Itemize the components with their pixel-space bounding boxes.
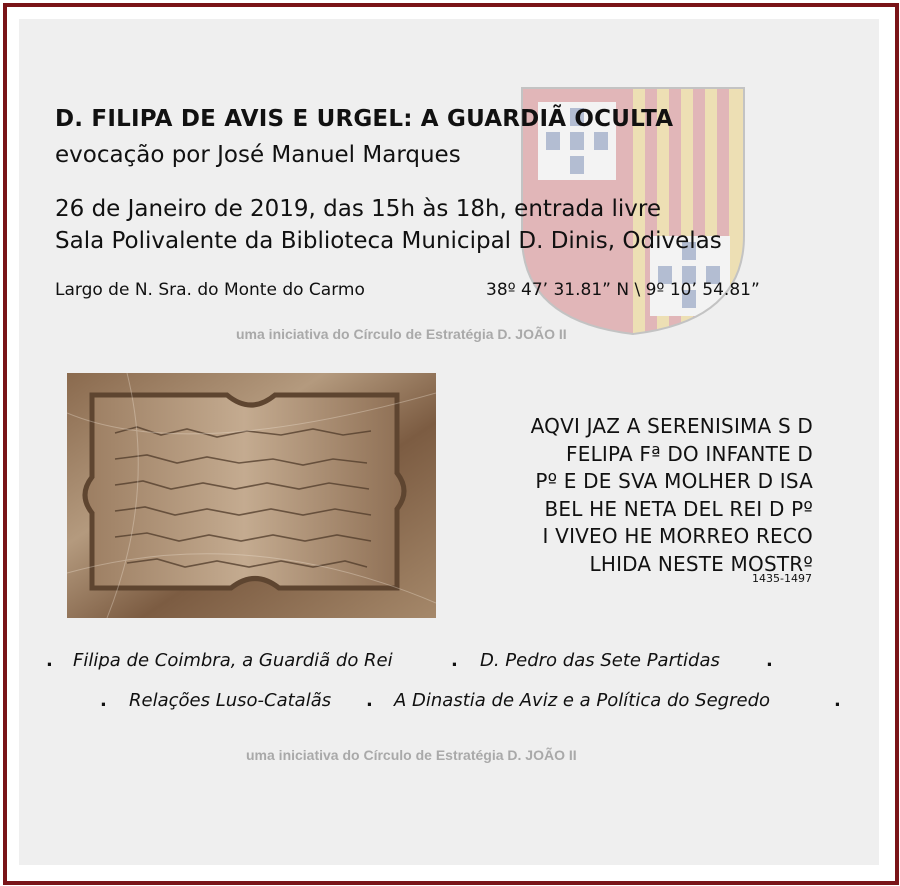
event-address: Largo de N. Sra. do Monte do Carmo	[55, 280, 365, 300]
event-subtitle: evocação por José Manuel Marques	[55, 142, 461, 168]
tombstone-image	[67, 373, 436, 618]
event-venue: Sala Polivalente da Biblioteca Municipal D. Dinis, Odivelas	[55, 228, 722, 254]
topic-item: A Dinastia de Aviz e a Política do Segredo	[394, 690, 771, 711]
event-date: 26 de Janeiro de 2019, das 15h às 18h, entrada livre	[55, 196, 661, 222]
tomb-inscription	[531, 413, 813, 578]
inscription-line: BEL HE NETA DEL REI D Pº	[544, 496, 813, 521]
topic-item: Relações Luso-Catalãs	[129, 690, 332, 711]
topic-separator: .	[834, 690, 841, 711]
inscription-years: 1435-1497	[752, 572, 812, 585]
event-coordinates: 38º 47’ 31.81” N \ 9º 10’ 54.81”	[486, 280, 760, 300]
topic-separator: .	[451, 650, 458, 671]
topic-separator: .	[100, 690, 107, 711]
inscription-line: I VIVEO HE MORREO RECO	[542, 524, 813, 548]
topic-separator: .	[46, 650, 53, 671]
inscription-line: AQVI JAZ A SERENISIMA S D	[530, 414, 813, 438]
topic-item: D. Pedro das Sete Partidas	[480, 650, 720, 671]
topic-separator: .	[366, 690, 373, 711]
organizer-credit-top: uma iniciativa do Círculo de Estratégia D. JOÃO II	[236, 326, 567, 342]
inscription-line: Pº E DE SVA MOLHER D ISA	[535, 469, 813, 493]
event-title: D. FILIPA DE AVIS E URGEL: A GUARDIÃ OCULTA	[55, 106, 674, 132]
inscription-line: FELIPA Fª DO INFANTE D	[566, 441, 813, 466]
topic-separator: .	[766, 650, 773, 671]
inscription-line: LHIDA NESTE MOSTRº	[589, 551, 813, 576]
organizer-credit-bottom: uma iniciativa do Círculo de Estratégia D. JOÃO II	[246, 747, 577, 763]
topic-item: Filipa de Coimbra, a Guardiã do Rei	[73, 650, 393, 671]
